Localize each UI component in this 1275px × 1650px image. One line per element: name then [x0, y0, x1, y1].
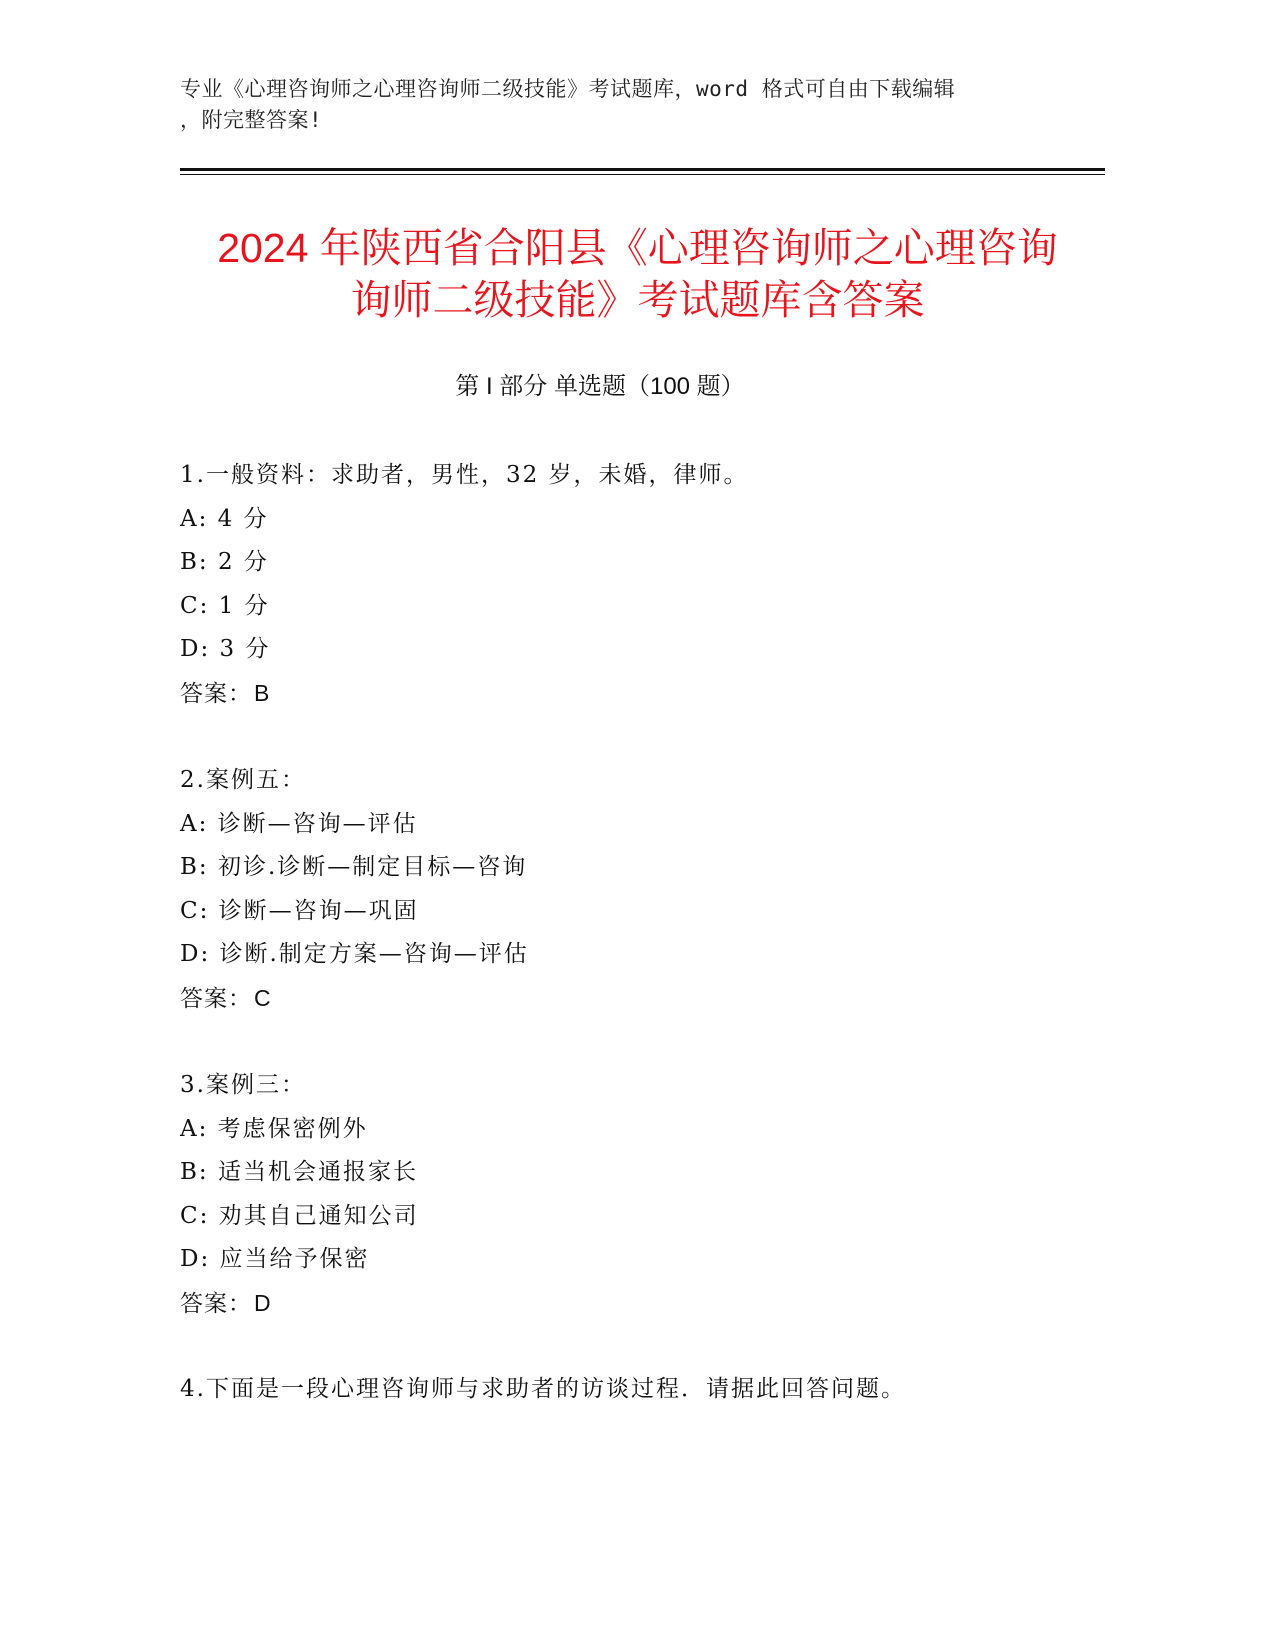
option-d: D: 应当给予保密 — [180, 1246, 370, 1272]
option-b: B: 初诊.诊断—制定目标—咨询 — [180, 854, 528, 880]
header-rule-thin — [180, 174, 1105, 175]
question-3 — [180, 1064, 1080, 1325]
option-b: B: 适当机会通报家长 — [180, 1159, 418, 1185]
question-stem: 3.案例三： — [180, 1072, 306, 1098]
answer-line — [180, 1282, 1080, 1326]
answer-label: 答案： — [180, 984, 252, 1011]
option-b: B: 2 分 — [180, 549, 269, 575]
answer-value: D — [254, 1289, 272, 1316]
question-stem: 4.下面是一段心理咨询师与求助者的访谈过程．请据此回答问题。 — [180, 1376, 906, 1402]
option-c: C: 诊断—咨询—巩固 — [180, 897, 419, 924]
option-d: D: 诊断.制定方案—咨询—评估 — [180, 941, 529, 967]
header-note — [180, 74, 1040, 136]
option-c: C: 劝其自己通知公司 — [180, 1202, 419, 1229]
option-d: D: 3 分 — [180, 636, 271, 662]
document-title-line-1: 2024 年陕西省合阳县《心理咨询师之心理咨询 — [217, 225, 1058, 271]
question-2 — [180, 759, 1080, 1020]
answer-value: C — [254, 984, 272, 1011]
question-4 — [180, 1368, 1080, 1412]
option-a: A: 4 分 — [180, 505, 269, 532]
answer-value: B — [254, 679, 271, 706]
answer-label: 答案： — [180, 679, 252, 706]
answer-line — [180, 977, 1080, 1021]
document-title — [130, 222, 1145, 326]
option-c: C: 1 分 — [180, 592, 270, 619]
document-title-line-2: 询师二级技能》考试题库含答案 — [350, 277, 925, 323]
section-title: 第 I 部分 单选题（100 题） — [455, 373, 745, 400]
question-stem: 1.一般资料：求助者，男性，32 岁，未婚，律师。 — [180, 462, 749, 488]
header-note-line-1: 专业《心理咨询师之心理咨询师二级技能》考试题库，word 格式可自由下载编辑 — [180, 77, 956, 101]
question-1 — [180, 454, 1080, 715]
header-rule-thick — [180, 168, 1105, 171]
answer-line — [180, 672, 1080, 716]
header-note-line-2: ，附完整答案! — [180, 108, 323, 132]
answer-label: 答案： — [180, 1289, 252, 1316]
option-a: A: 考虑保密例外 — [180, 1115, 368, 1142]
option-a: A: 诊断—咨询—评估 — [180, 810, 418, 837]
question-stem: 2.案例五： — [180, 767, 306, 793]
